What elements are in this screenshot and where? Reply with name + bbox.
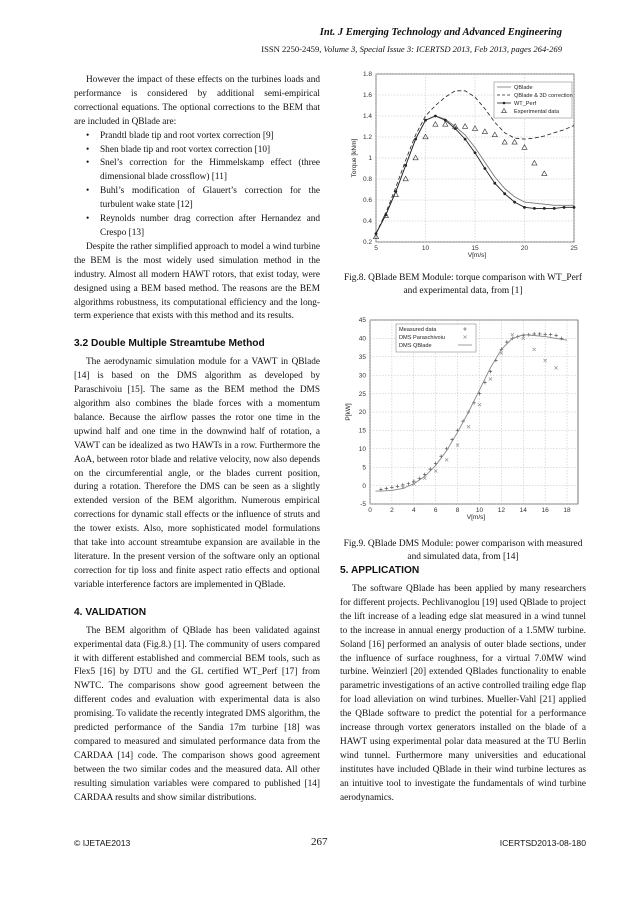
- validation-paragraph: The BEM algorithm of QBlade has been validated against experimental data (Fig.8.) [1]. The community of users compared it with different established and commercial BEM tools, such as Flex5 [16] by DTU and the GL certified WT_Perf [17] from NWTC. The comparisons show good agreement between the different codes and evaluation with experimental data is also promising. To validate the recently integrated DMS algorithm, the predicted performance of the Sandia 17m turbine [18] was compared to measured and simulated performance data from the CARDAA [14] code. The comparison shows good agreement between the two similar codes and the measured data. All other resulting simulation variables were compared to published [14] CARDAA results and show similar distributions.: [74, 625, 321, 803]
- issn-prefix: ISSN 2250-2459,: [261, 44, 324, 54]
- y-tick-label: 35: [358, 354, 366, 361]
- series-wt-perf-point: [513, 201, 516, 204]
- x-tick-label: 18: [563, 507, 571, 514]
- series-wt-perf-point: [474, 151, 477, 154]
- series-wt-perf-point: [464, 138, 467, 141]
- figure-9-caption: Fig.9. QBlade DMS Module: power comparison with measured and simulated data, from [14]: [343, 539, 583, 562]
- y-tick-label: 10: [358, 446, 366, 453]
- legend-experimental-data-label: Experimental data: [514, 109, 560, 115]
- series-wt-perf-point: [414, 138, 417, 141]
- y-axis-label: Torque [kNm]: [351, 138, 358, 178]
- x-tick-label: 2: [390, 507, 394, 514]
- x-tick-label: 10: [421, 245, 430, 252]
- y-tick-label: 15: [358, 427, 366, 435]
- list-item: • Buhl’s modification of Glauert’s correction for the turbulent wake state [12]: [92, 185, 320, 213]
- figure-8: [338, 68, 588, 264]
- x-axis-label: V[m/s]: [466, 514, 486, 521]
- y-tick-label: 0: [362, 482, 366, 490]
- list-item: • Shen blade tip and root vortex correction [10]: [92, 144, 320, 158]
- y-tick-label: 1.8: [362, 71, 372, 79]
- x-tick-label: 5: [374, 245, 378, 252]
- x-tick-label: 10: [475, 507, 484, 514]
- left-column: [74, 74, 320, 806]
- y-tick-label: 0.4: [362, 218, 372, 226]
- section-heading-3-2: 3.2 Double Multiple Streamtube Method: [74, 338, 265, 350]
- torque-chart: [338, 68, 588, 264]
- y-tick-label: 0.6: [362, 197, 372, 205]
- series-wt-perf-point: [424, 119, 427, 122]
- y-tick-label: 0.8: [362, 176, 372, 184]
- y-tick-label: 20: [358, 409, 366, 417]
- footer-copyright: © IJETAE2013: [74, 838, 131, 848]
- x-tick-label: 25: [570, 245, 578, 252]
- y-tick-label: 1: [368, 155, 372, 163]
- series-wt-perf-point: [404, 164, 407, 167]
- legend-dms-paraschivoiu-label: DMS Paraschivoiu: [399, 335, 446, 341]
- series-wt-perf-point: [503, 192, 506, 195]
- x-tick-label: 4: [411, 507, 416, 514]
- dms-paragraph: The aerodynamic simulation module for a VAWT in QBlade [14] is based on the DMS algorithm as developed by Paraschivoiu [15]. The same as the BEM method the DMS algorithm also combines the blade forces with a momentum balance. Because the airflow passes the rotor one time in the upwind half and one time in the downwind half of rotation, a VAWT can be idealized as two HAWTs in a row. Furthermore the AoA, between rotor blade and relative velocity, now also depends on the circumferential angle, or the blades current position, during a rotation. Therefore the DMS can be seen as a slightly extended version of the BEM algorithm. Numerous empirical corrections for dynamic stall effects or the influence of struts and the tower exists. Also, more sophisticated model formulations that take into account streamtube expansion are available in the literature. In the present version of the software only an optional correction for tip loss and finite aspect ratio effects and optional variable interference factors are implemented in QBlade.: [74, 357, 320, 590]
- figure-8-caption: Fig.8. QBlade BEM Module: torque comparison with WT_Perf and experimental data, from [1]: [343, 273, 583, 296]
- legend-dms-qblade-label: DMS QBlade: [399, 343, 432, 349]
- x-tick-label: 15: [471, 245, 479, 252]
- x-tick-label: 0: [368, 507, 372, 514]
- legend-wt-perf-label: WT_Perf: [514, 101, 537, 107]
- x-tick-label: 8: [455, 507, 460, 514]
- y-tick-label: 1.4: [362, 113, 372, 121]
- list-item: • Snel’s correction for the Himmelskamp effect (three dimensional blade crossflow) [11]: [92, 157, 320, 185]
- footer-paper-id: ICERTSD2013-08-180: [499, 838, 586, 848]
- series-wt-perf-point: [543, 207, 546, 210]
- series-wt-perf-point: [454, 127, 457, 130]
- application-paragraph: The software QBlade has been applied by many researchers for different projects. Pechlivanoglou [19] used QBlade to project the lift increase of a leading edge slat measured in a wind tunnel to the increase in annual energy production of a 1.5MW turbine. Soland [16] performed an analysis of outer blade sections, under the influence of surface roughness, for a virtual 7.0MW wind turbine. Weinzierl [20] extended QBlades functionality to enable parametric investigations of an active controlled trailing edge flap for load alleviation on wind turbines. Mueller-Vahl [21] applied the QBlade software to predict the potential for a performance increase through vortex generators installed on the blade of a HAWT using experimental polar data measured at the TU Berlin wind tunnel. Furthermore many universities and educational institutes have included QBlade in their wind turbine lectures as an intuitive tool to investigate the fundamentals of wind turbine aerodynamics.: [340, 584, 586, 803]
- y-tick-label: 5: [362, 464, 366, 472]
- x-tick-label: 6: [433, 507, 438, 514]
- y-tick-label: 1.6: [362, 92, 372, 100]
- right-column: [340, 564, 586, 806]
- issn-volume: Volume 3, Special Issue 3: ICERTSD 2013, Feb 2013, pages 264-269: [323, 44, 562, 54]
- x-tick-label: 16: [541, 507, 549, 514]
- list-item: • Prandtl blade tip and root vortex correction [9]: [92, 130, 320, 144]
- page-number: 267: [311, 836, 328, 848]
- y-tick-label: 0.2: [362, 239, 372, 247]
- series-wt-perf-point: [493, 182, 496, 185]
- list-item: • Reynolds number drag correction after Hernandez and Crespo [13]: [92, 213, 320, 241]
- series-wt-perf-point: [523, 206, 526, 209]
- series-wt-perf-point: [573, 206, 576, 209]
- legend-measured-data-label: Measured data: [399, 327, 437, 333]
- legend-qblade-label: QBlade: [514, 85, 533, 91]
- y-tick-label: 45: [358, 317, 366, 325]
- series-wt-perf-point: [553, 207, 556, 210]
- legend-qblade-3d-correction-label: QBlade & 3D correction: [514, 93, 573, 99]
- x-tick-label: 12: [497, 507, 505, 514]
- section-heading-application: 5. APPLICATION: [340, 565, 420, 576]
- figure-9: [338, 312, 588, 532]
- bem-paragraph: Despite the rather simplified approach to model a wind turbine the BEM is the most widely used simulation method in the industry. Almost all modern HAWT rotors, that exist today, were designed using a BEM based method. The reasons are the BEM algorithms robustness, its computational efficiency and the long-term experience that exists with this method and its results.: [74, 241, 320, 322]
- issn-line: [261, 44, 562, 54]
- series-wt-perf-point: [533, 207, 536, 210]
- legend-wt-perf-marker: [503, 102, 506, 105]
- journal-title: Int. J Emerging Technology and Advanced Engineering: [319, 27, 562, 38]
- power-chart: [338, 312, 588, 532]
- y-tick-label: -5: [360, 501, 366, 509]
- y-tick-label: 25: [358, 390, 366, 398]
- y-axis-label: P[kW]: [345, 403, 352, 421]
- series-wt-perf-point: [563, 206, 566, 209]
- x-tick-label: 20: [520, 245, 529, 252]
- section-heading-validation: 4. VALIDATION: [74, 606, 147, 618]
- y-tick-label: 1.2: [362, 134, 372, 142]
- y-tick-label: 30: [358, 372, 366, 380]
- series-wt-perf-point: [434, 115, 437, 118]
- x-tick-label: 14: [519, 507, 527, 514]
- y-tick-label: 40: [358, 335, 366, 343]
- series-wt-perf-point: [484, 167, 487, 170]
- intro-paragraph: However the impact of these effects on the turbines loads and performance is considered by additional semi-empirical correctional equations. The optional corrections to the BEM that are included in QBlade are:: [74, 75, 320, 127]
- x-axis-label: V[m/s]: [467, 252, 487, 259]
- corrections-list: [74, 130, 320, 241]
